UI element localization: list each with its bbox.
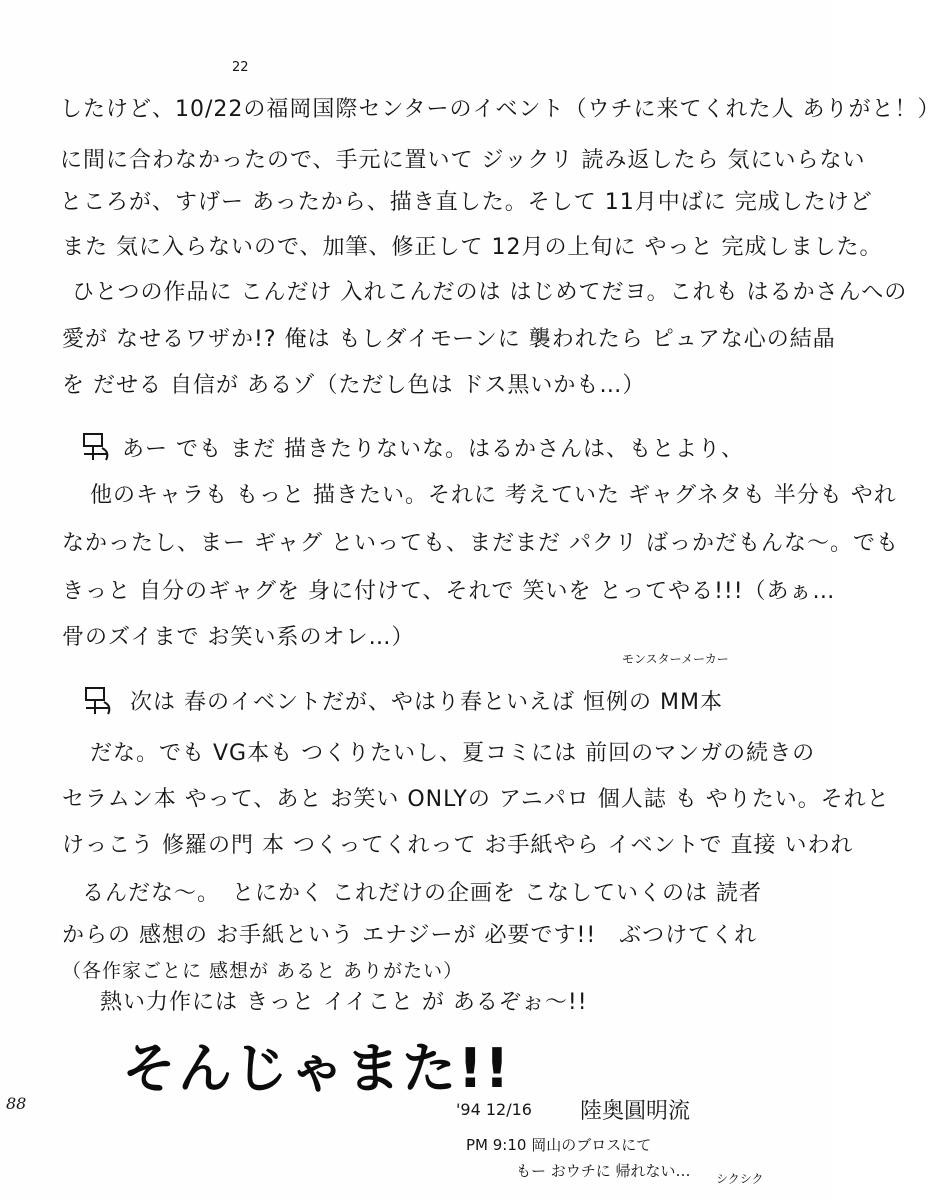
text-line-12: 骨のズイまで お笑い系のオレ…） [62,625,415,650]
text-line-18: からの 感想の お手紙という エナジーが 必要です!! ぶつけてくれ [62,923,758,948]
text-line-19: （各作家ごとに 感想が あると ありがたい） [62,960,464,982]
text-line-20: 熱い力作には きっと イイこと が あるぞぉ～!! [100,990,588,1015]
text-line-13: 次は 春のイベントだが、やはり春といえば 恒例の MM本 [130,690,723,715]
bullet-mark-icon [80,684,116,720]
text-line-11: きっと 自分のギャグを 身に付けて、それで 笑いを とってやる!!!（あぁ… [62,579,836,604]
page-number: 88 [6,1094,27,1113]
text-line-8: あー でも まだ 描きたりないな。はるかさんは、もとより、 [122,437,744,462]
text-line-16: けっこう 修羅の門 本 つくってくれって お手紙やら イベントで 直接 いわれ [62,833,854,858]
text-line-3: ところが、すげー あったから、描き直した。そして 11月中ばに 完成したけど [60,190,873,215]
text-line-2: に間に合わなかったので、手元に置いて ジックリ 読み返したら 気にいらない [60,148,866,173]
text-line-7: を だせる 自信が あるゾ（ただし色は ドス黒いかも…） [62,373,646,398]
text-line-10: なかったし、まー ギャグ といっても、まだまだ パクリ ばっかだもんな～。でも [62,531,899,556]
text-line-14: だな。でも VG本も つくりたいし、夏コミには 前回のマンガの続きの [90,741,816,766]
text-line-6: 愛が なせるワザか!? 俺は もしダイモーンに 襲われたら ピュアな心の結晶 [62,327,836,352]
bullet-mark-icon [78,430,114,466]
signature-author: 陸奥圓明流 [580,1099,691,1124]
text-line-9: 他のキャラも もっと 描きたい。それに 考えていた ギャグネタも 半分も やれ [90,483,897,508]
postscript-line-1: PM 9:10 岡山のブロスにて [466,1136,652,1154]
date-annotation: 22 [232,60,249,75]
closing-headline: そんじゃまた!! [122,1037,512,1100]
ruby-annotation: モンスターメーカー [622,652,729,666]
text-line-1: したけど、10/22の福岡国際センターのイベント（ウチに来てくれた人 ありがと！） [60,97,941,122]
signature-date: '94 12/16 [456,1100,532,1119]
text-line-5: ひとつの作品に こんだけ 入れこんだのは はじめてだヨ。これも はるかさんへの [72,280,908,305]
text-line-4: また 気に入らないので、加筆、修正して 12月の上旬に やっと 完成しました。 [62,235,883,260]
text-line-17: るんだな～。 とにかく これだけの企画を こなしていくのは 読者 [82,881,762,906]
postscript-line-2: もー おウチに 帰れない… [516,1162,691,1180]
postscript-line-3: シクシク [716,1172,764,1186]
text-line-15: セラムン本 やって、あと お笑い ONLYの アニパロ 個人誌 も やりたい。それと [62,787,890,812]
